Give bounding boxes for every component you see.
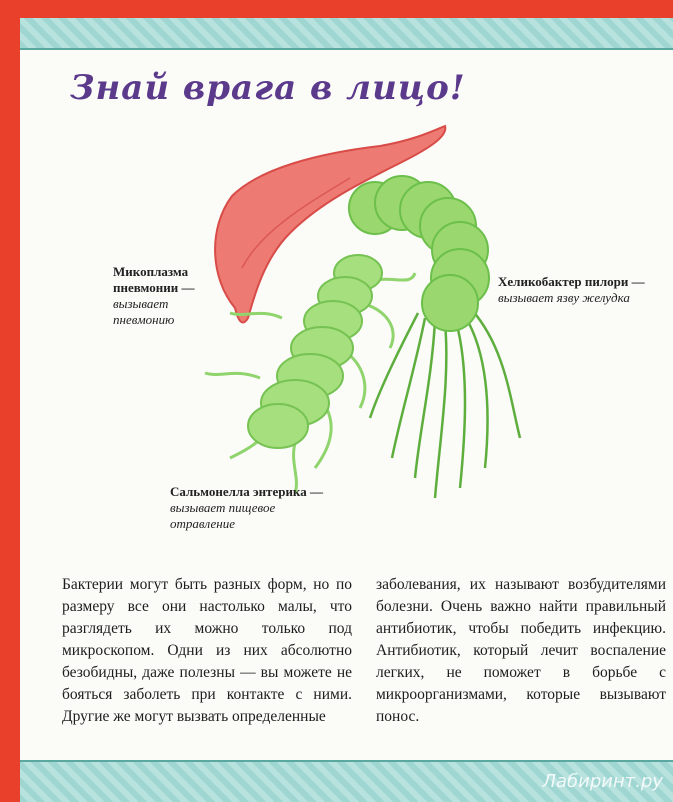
page-title: Знай врага в лицо! bbox=[70, 68, 466, 108]
helicobacter-body bbox=[349, 176, 489, 331]
caption-mycoplasma bbox=[113, 264, 223, 328]
salmonella-effect: вызывает пищевое отравление bbox=[170, 500, 276, 531]
caption-salmonella bbox=[170, 484, 323, 532]
helicobacter-effect: вызывает язву желудка bbox=[498, 290, 630, 305]
book-page bbox=[20, 18, 673, 800]
text-column-right: заболевания, их называют возбудителями болезни. Очень важно найти правильный антибиотик, чтобы победить инфекцию. Антибиотик, который лечит воспаление легких, не поможет в борьбе с микроорганизмами, которые вызывают понос. bbox=[376, 576, 666, 725]
salmonella-body bbox=[248, 255, 382, 448]
text-column-left: Бактерии могут быть разных форм, но по размеру все они настолько малы, что разглядеть их можно только под микроскопом. Одни из них абсолютно безобидны, даже полезны — вы можете не бояться заболеть при контакте с ними. Другие же могут вызвать определенные bbox=[62, 576, 352, 725]
salmonella-name: Сальмонелла энтерика — bbox=[170, 484, 323, 499]
watermark: Лабиринт.ру bbox=[542, 771, 663, 792]
helicobacter-name: Хеликобактер пилори — bbox=[498, 274, 645, 289]
mycoplasma-effect: вызывает пневмонию bbox=[113, 296, 175, 327]
caption-helicobacter bbox=[498, 274, 645, 306]
mycoplasma-name: Микоплазма пневмонии — bbox=[113, 264, 195, 295]
